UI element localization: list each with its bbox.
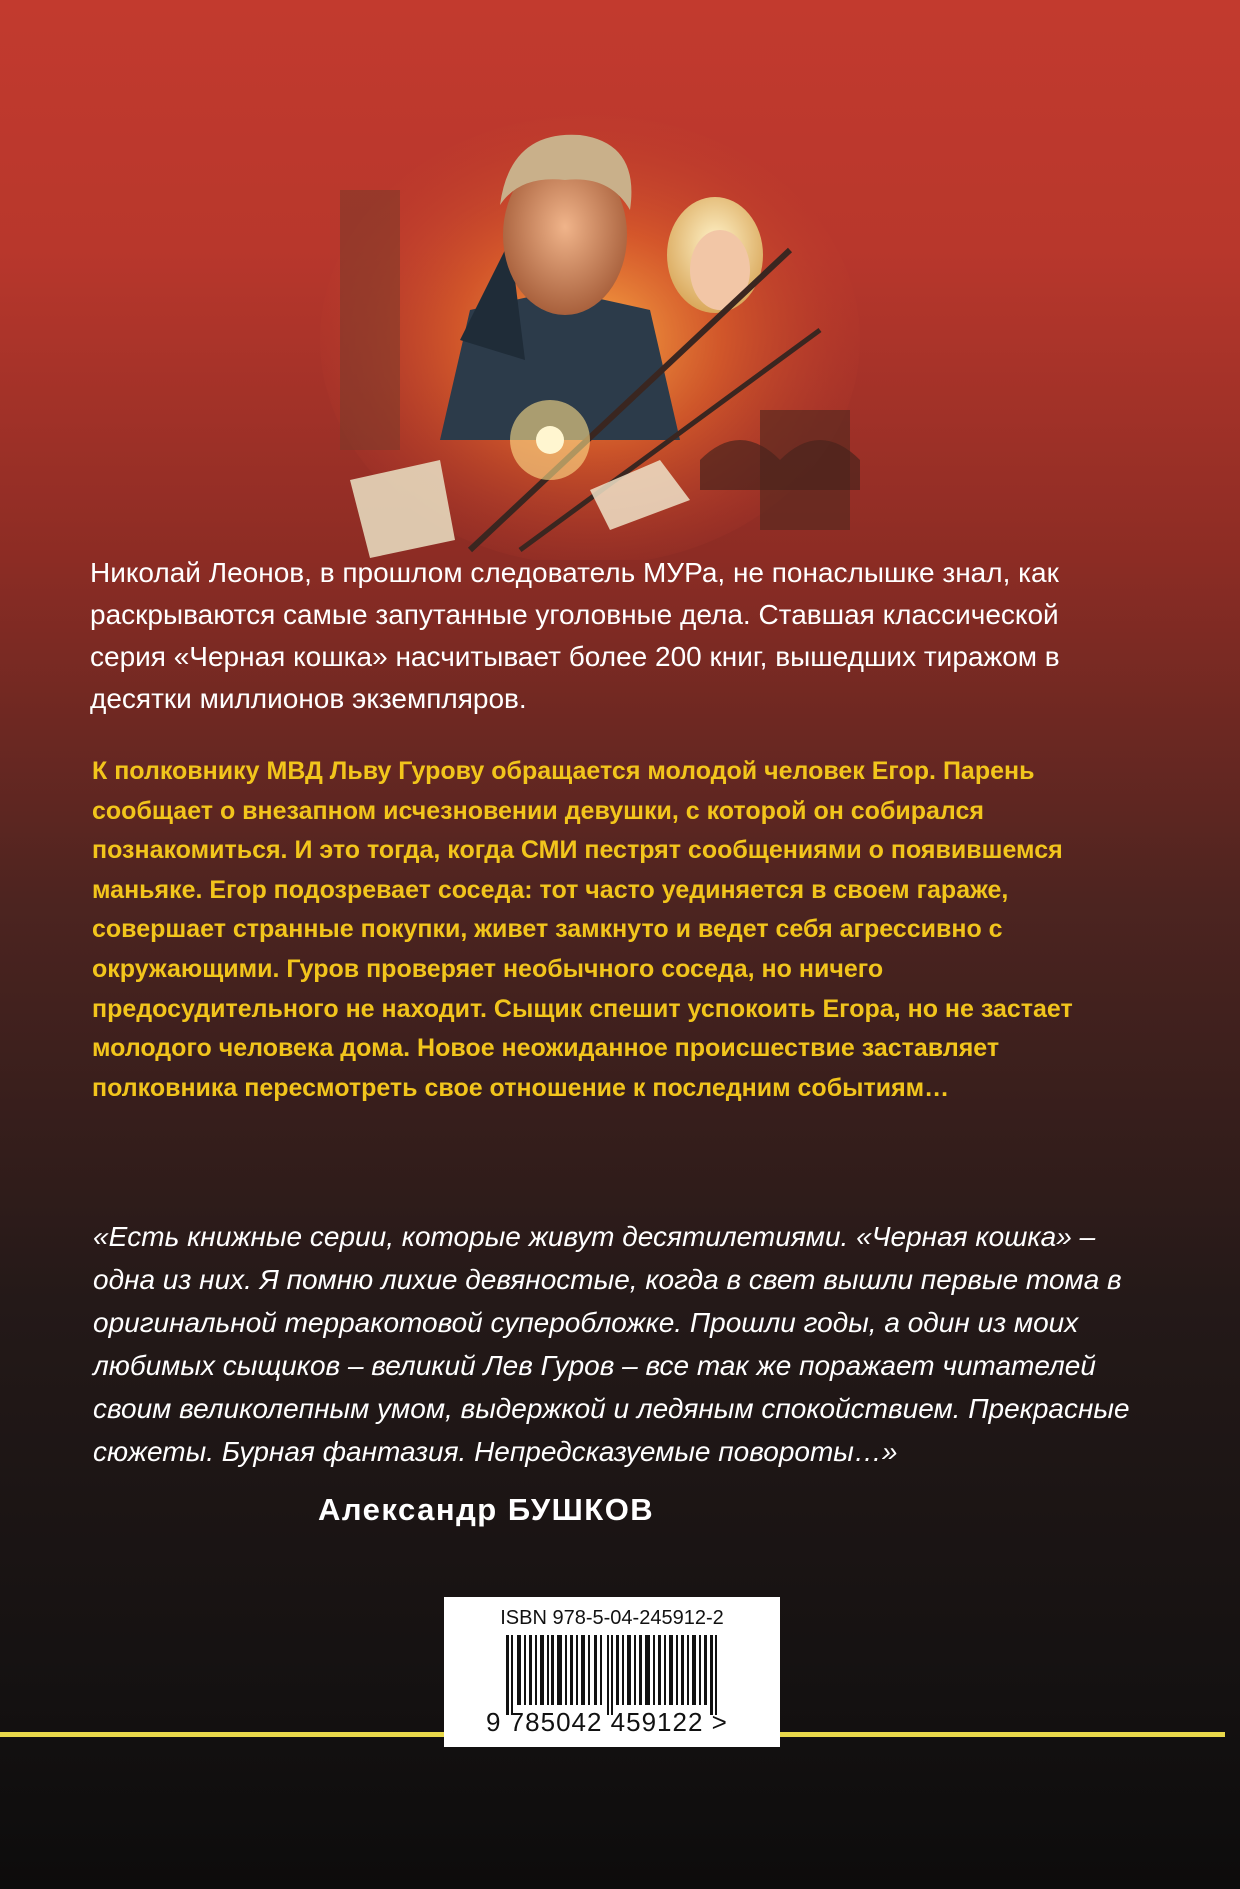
barcode-label — [444, 1597, 780, 1747]
quote-author: Александр БУШКОВ — [318, 1492, 655, 1527]
author-intro-text: Николай Леонов, в прошлом следователь МУРа, не понаслышке знал, как раскрываются самые запутанные уголовные дела. Ставшая классической серия «Черная кошка» насчитывает более 200 книг, вышедших тиражом в десятки миллионов экземпляров. — [90, 557, 1060, 714]
isbn-text: ISBN 978-5-04-245912-2 — [500, 1607, 724, 1629]
review-quote-text: «Есть книжные серии, которые живут десятилетиями. «Черная кошка» – одна из них. Я помню лихие девяностые, когда в свет вышли первые тома в оригинальной терракотовой суперобложке. Прошли годы, а один из моих любимых сыщиков – великий Лев Гуров – все так же поражает читателей своим великолепным умом, выдержкой и ледяным спокойствием. Прекрасные сюжеты. Бурная фантазия. Непредсказуемые повороты…» — [93, 1221, 1130, 1467]
cover-illustration — [320, 110, 860, 560]
book-annotation-text: К полковнику МВД Льву Гурову обращается молодой человек Егор. Парень сообщает о внезапном исчезновении девушки, с которой он собирался познакомиться. И это тогда, когда СМИ пестрят сообщениями о появившемся маньяке. Егор подозревает соседа: тот часто уединяется в своем гараже, совершает странные покупки, живет замкнуто и ведет себя агрессивно с окружающими. Гуров проверяет необычного соседа, но ничего предосудительного не находит. Сыщик спешит успокоить Егора, но не застает молодого человека дома. Новое неожиданное происшествие заставляет полковника пересмотреть свое отношение к последним событиям… — [92, 757, 1073, 1102]
barcode-digits: 9 785042 459122 > — [486, 1707, 728, 1737]
